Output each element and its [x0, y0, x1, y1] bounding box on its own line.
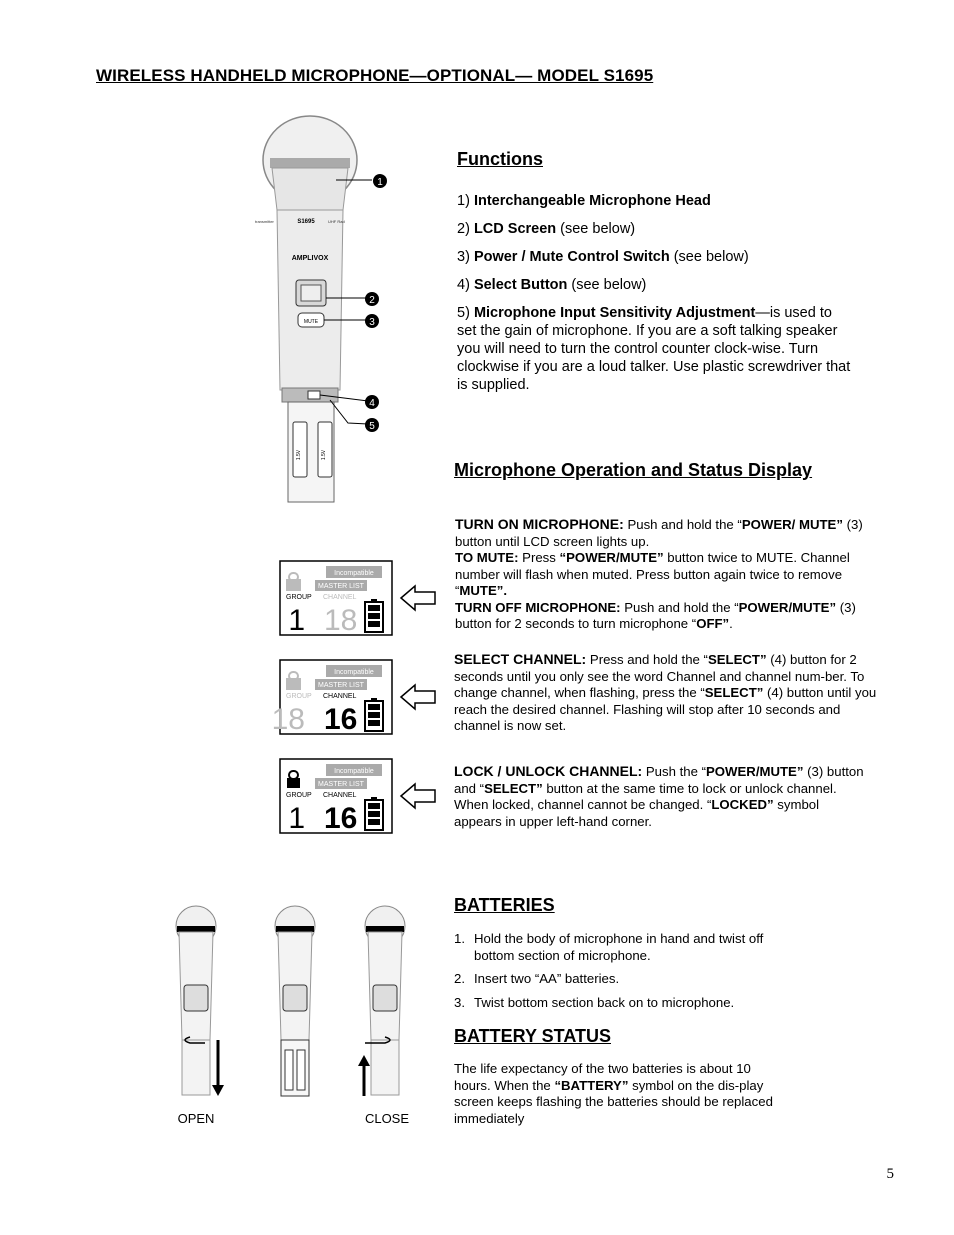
callout-5 — [365, 418, 379, 432]
function-item: 5) Microphone Input Sensitivity Adjustment—is used to set the gain of microphone. If you are a soft talking speaker you will need to turn the control counter clock-wise. Turn clockwise if you are a loud talker. Use plastic screwdriver that is supplied. — [457, 305, 851, 393]
battery-label-2: 1.5V — [321, 449, 327, 461]
svg-text:1: 1 — [377, 177, 383, 188]
mic-model-label: S1695 — [297, 219, 315, 225]
battery-step: 3. Twist bottom section back on to microphone. — [454, 994, 735, 1010]
lcd-group-digits: 18 — [271, 703, 305, 736]
lcd-display-1 — [280, 561, 392, 637]
battery-label-1: 1.5V — [296, 449, 302, 461]
battery-replacement-diagram — [160, 900, 430, 1135]
lcd-group-digits: 1 — [288, 802, 305, 835]
close-label: CLOSE — [364, 1111, 410, 1126]
operation-heading: Microphone Operation and Status Display — [454, 460, 813, 480]
function-item: 1) Interchangeable Microphone Head — [457, 193, 711, 209]
svg-text:Incompatible: Incompatible — [334, 570, 374, 577]
open-label: OPEN — [177, 1111, 215, 1126]
function-item: 2) LCD Screen (see below) — [457, 221, 636, 237]
lcd-displays — [271, 560, 439, 840]
callout-3 — [365, 314, 379, 328]
svg-text:CHANNEL: CHANNEL — [323, 693, 357, 700]
svg-text:CHANNEL: CHANNEL — [323, 792, 357, 799]
function-item: 4) Select Button (see below) — [457, 277, 647, 293]
svg-text:Incompatible: Incompatible — [334, 669, 374, 676]
brand-logo: AMPLIVOX — [291, 255, 329, 262]
svg-text:3: 3 — [369, 317, 375, 328]
lock-channel-paragraph: LOCK / UNLOCK CHANNEL: Push the “POWER/MUTE” (3) button and “SELECT” button at the same time to lock or unlock channel. When locked, channel cannot be changed. “LOCKED” symbol appears in upper left-hand corner. — [454, 763, 864, 829]
mic-open-illustration — [176, 906, 224, 1096]
svg-text:Incompatible: Incompatible — [334, 768, 374, 775]
turn-on-paragraph: TURN ON MICROPHONE: Push and hold the “POWER/ MUTE” (3) button until LCD screen lights up. TO MUTE: Press “POWER/MUTE” button twice to MUTE. Channel number will flash when muted. Press button again twice to remove “MUTE”. TURN OFF MICROPHONE: Push and hold the “POWER/MUTE” (3) button for 2 seconds to turn microphone “OFF”. — [455, 516, 863, 631]
lcd-channel-digits: 16 — [324, 802, 358, 835]
battery-step: 2. Insert two “AA” batteries. — [454, 971, 620, 986]
lcd-channel-digits: 18 — [324, 604, 358, 637]
lcd-display-2 — [272, 660, 392, 736]
svg-text:CHANNEL: CHANNEL — [323, 594, 357, 601]
svg-text:GROUP: GROUP — [286, 594, 312, 601]
svg-text:GROUP: GROUP — [286, 693, 312, 700]
mic-side-text-right: UHF Rad — [328, 219, 345, 224]
page-number: 5 — [886, 1166, 894, 1182]
svg-text:4: 4 — [369, 398, 375, 409]
svg-text:MASTER LIST: MASTER LIST — [318, 682, 364, 689]
functions-heading: Functions — [457, 149, 543, 169]
battery-steps — [454, 931, 784, 1011]
arrow-left-icon — [401, 784, 435, 808]
select-channel-paragraph: SELECT CHANNEL: Press and hold the “SELECT” (4) button for 2 seconds until you only see the word Channel and channel num-ber. To change channel, when flashing, press the “SELECT” (4) button until you reach the desired channel. Flashing will stop after 10 seconds and channel is now set. — [454, 651, 877, 733]
lcd-display-3 — [280, 759, 392, 835]
mic-side-text-left: transmitter — [255, 219, 274, 224]
svg-text:GROUP: GROUP — [286, 792, 312, 799]
battery-step: 1. Hold the body of microphone in hand and twist off bottom section of microphone. — [454, 931, 764, 963]
callout-4 — [365, 395, 379, 409]
microphone-diagram — [250, 110, 400, 530]
svg-text:MASTER LIST: MASTER LIST — [318, 781, 364, 788]
arrow-left-icon — [401, 586, 435, 610]
svg-text:MASTER LIST: MASTER LIST — [318, 583, 364, 590]
callout-2 — [365, 292, 379, 306]
callout-1 — [373, 174, 387, 188]
svg-text:2: 2 — [369, 295, 375, 306]
battery-status-paragraph: The life expectancy of the two batteries is about 10 hours. When the “BATTERY” symbol on the dis-play screen keeps flashing the batteries should be replaced immediately — [454, 1061, 773, 1126]
lcd-channel-digits: 16 — [324, 703, 358, 736]
page-title: WIRELESS HANDHELD MICROPHONE—OPTIONAL— MODEL S1695 — [96, 66, 654, 85]
function-item: 3) Power / Mute Control Switch (see below) — [457, 249, 749, 265]
lcd-group-digits: 1 — [288, 604, 305, 637]
battery-status-heading: BATTERY STATUS — [454, 1026, 611, 1046]
mute-button-label: MUTE — [303, 319, 319, 325]
functions-list — [457, 192, 852, 404]
mic-close-illustration — [358, 906, 405, 1096]
batteries-heading: BATTERIES — [454, 895, 555, 915]
mic-battery-exposed-illustration — [275, 906, 315, 1096]
arrow-left-icon — [401, 685, 435, 709]
svg-text:5: 5 — [369, 421, 375, 432]
